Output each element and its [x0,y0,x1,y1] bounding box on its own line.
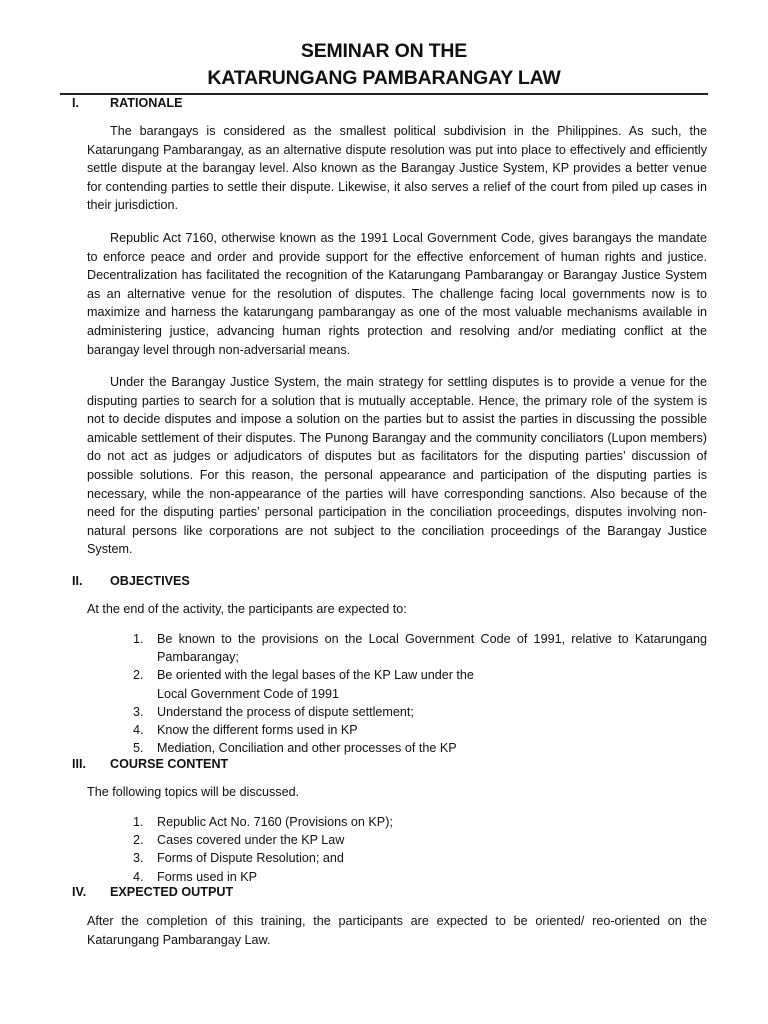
list-item-number: 2. [133,668,144,683]
list-item [133,630,707,666]
list-item [133,849,707,867]
list-item-text-continued: Local Government Code of 1991 [157,686,340,701]
list-item-text: Be known to the provisions on the Local Government Code of 1991, relative to Katarungang Pambarangay; [157,632,707,665]
document-title-line-2: KATARUNGANG PAMBARANGAY LAW [207,67,561,89]
document-title-line-1: SEMINAR ON THE [300,40,468,62]
section-title: OBJECTIVES [110,574,190,588]
list-item-text: Republic Act No. 7160 (Provisions on KP); [157,815,393,829]
list-item-text: Forms of Dispute Resolution; and [157,851,344,866]
objectives-list [133,630,707,757]
rationale-paragraph-1: The barangays is considered as the smallest political subdivision in the Philippines. As such, the Katarungang Pambarangay, as an alternative dispute resolution was put into place to effectively and efficiently settle dispute at the barangay level. Also known as the Barangay Justice System, KP provides a better venue for contending parties to settle their dispute. Likewise, it also serves a relief of the court from piled up cases in their jurisdiction. [87,124,707,213]
section-heading-rationale [72,96,183,110]
section-number: III. [72,757,86,771]
list-item-text: Know the different forms used in KP [157,723,358,738]
list-item-number: 1. [133,815,144,829]
section-title: EXPECTED OUTPUT [110,885,234,899]
title-divider [60,93,708,95]
list-item-number: 5. [133,741,144,756]
rationale-paragraph-2: Republic Act 7160, otherwise known as the 1991 Local Government Code, gives barangays the mandate to enforce peace and order and provide support for the effective enforcement of human rights and justice. Decentralization has facilitated the recognition of the Katarungang Pambarangay or Barangay Justice System as an alternative venue for the resolution of disputes. The challenge facing local governments now is to maximize and harness the katarungang pambarangay as one of the most valuable mechanisms available in administering justice, advancing human rights protection and resolving and/or mediating conflict at the barangay level through non-adversarial means. [87,231,707,357]
section-title: COURSE CONTENT [110,757,229,771]
list-item [133,831,707,849]
list-item-text: Cases covered under the KP Law [157,833,345,848]
list-item-text: Be oriented with the legal bases of the KP Law under the [157,668,474,683]
course-content-intro: The following topics will be discussed. [87,785,300,799]
section-heading-course-content [72,757,228,771]
list-item-text: Understand the process of dispute settlement; [157,704,414,719]
list-item [133,868,707,886]
list-item [133,666,707,702]
expected-output-paragraph: After the completion of this training, the participants are expected to be oriented/ reo-oriented on the Katarungang Pambarangay Law. [87,914,707,947]
section-number: I. [72,96,79,110]
course-content-list [133,813,707,886]
objectives-intro: At the end of the activity, the participants are expected to: [87,602,407,616]
rationale-paragraph-3: Under the Barangay Justice System, the main strategy for settling disputes is to provide a venue for the disputing parties to search for a solution that is mutually acceptable. Hence, the primary role of the system is not to decide disputes and impose a solution on the parties but to assist the parties in discussing the possible amicable settlement of their disputes. The Punong Barangay and the community conciliators (Lupon members) do not act as judges or adjudicators of disputes but as facilitators for the disputing parties’ discussion of possible solutions. For this reason, the personal appearance and participation of the disputing parties is necessary, while the non-appearance of the parties will have corresponding sanctions. Also because of the need for the disputing parties’ personal participation in the conciliation proceedings, disputes involving non-natural persons like corporations are not subject to the conciliation proceedings of the Barangay Justice System. [87,375,707,557]
list-item [133,703,707,721]
list-item-text: Forms used in KP [157,869,258,884]
list-item [133,721,707,739]
list-item [133,813,707,831]
section-heading-objectives [72,574,190,588]
section-title: RATIONALE [110,96,183,110]
list-item [133,739,707,757]
list-item-number: 3. [133,704,144,719]
section-number: II. [72,574,83,588]
section-number: IV. [72,885,87,899]
list-item-number: 4. [133,723,144,738]
list-item-number: 3. [133,851,144,866]
list-item-number: 4. [133,869,144,884]
list-item-number: 2. [133,833,144,848]
list-item-number: 1. [133,632,144,646]
list-item-text: Mediation, Conciliation and other processes of the KP [157,741,457,756]
section-heading-expected-output [72,885,233,899]
